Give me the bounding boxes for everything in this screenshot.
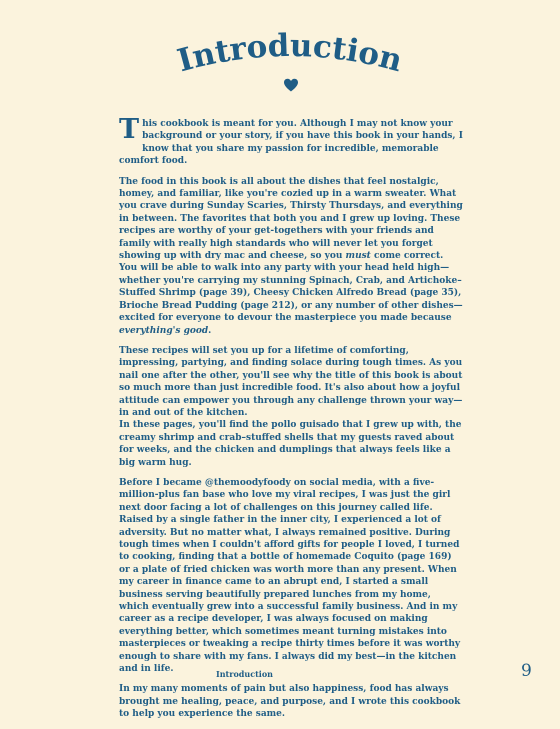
paragraph-1-text: his cookbook is meant for you. Although I may not know your background or your story, if you have this book in your hands, I know that you share my passion for incredible, memorable comfort food. [119, 119, 463, 167]
paragraph-2-emphasis-1: must [345, 251, 371, 262]
drop-cap: T [119, 114, 140, 145]
paragraph-2-part-a: The food in this book is all about the dishes that feel nostalgic, homey, and familiar, like you're cozied up in a warm sweater. What you crave during Sunday Scaries, Thirsty Thursdays, and everything in between. The favorites that both you and I grew up loving. These recipes are worthy of your get-togethers with your friends and family with really high standards who will never let you forget showing up with dry mac and cheese, so you [119, 176, 463, 262]
paragraph-3-part-b: In these pages, you'll find the pollo guisado that I grew up with, the creamy shrimp and crab–stuffed shells that my guests raved about for weeks, and the chicken and dumplings that always feels like a big warm hug. [119, 420, 462, 468]
paragraph-2-part-c: . [208, 325, 212, 336]
page-number: 9 [521, 661, 532, 681]
footer-section-label: Introduction [216, 669, 273, 679]
paragraph-2-part-b: come correct. You will be able to walk into any party with your head held high—whether you're carrying my stunning Spinach, Crab, and Artichoke–Stuffed Shrimp (page 39), Cheesy Chicken Alfredo Bread (page 35), Brioche Bread Pudding (page 212), or any number of other dishes—excited for everyone to devour the masterpiece you made because [119, 251, 463, 324]
heart-icon [283, 78, 299, 92]
paragraph-5: In my many moments of pain but also happiness, food has always brought me healing, peace, and purpose, and I wrote this cookbook to help you experience the same. [119, 684, 461, 720]
page-title-text: Introduction [173, 27, 406, 78]
paragraph-2 [119, 176, 463, 337]
paragraph-1 [119, 114, 463, 168]
paragraph-4: Before I became @themoodyfoody on social media, with a five-million-plus fan base who love my viral recipes, I was just the girl next door facing a lot of challenges on this journey called life. Raised by a single father in the inner city, I experienced a lot of adversity. But no matter what, I always remained positive. During tough times when I couldn't afford gifts for people I loved, I turned to cooking, finding that a bottle of homemade Coquito (page 169) or a plate of fried chicken was worth more than any present. When my career in finance came to an abrupt end, I started a small business serving beautifully prepared lunches from my home, which eventually grew into a successful family business. And in my career as a recipe developer, I was always focused on making everything better, which sometimes meant turning mistakes into masterpieces or tweaking a recipe thirty times before it was worthy enough to share with my fans. I always did my best—in the kitchen and in life. [119, 477, 461, 675]
page-title [0, 22, 560, 78]
paragraph-3-part-a: These recipes will set you up for a lifetime of comforting, impressing, partying, and finding solace during tough times. As you nail one after the other, you'll see why the title of this book is about so much more than just incredible food. It's also about how a joyful attitude can empower you through any challenge thrown your way—in and out of the kitchen. [119, 345, 463, 418]
page-title-svg [0, 22, 560, 78]
paragraph-2-emphasis-2: everything's good [119, 325, 209, 336]
body-text [119, 114, 463, 729]
paragraph-3 [119, 345, 463, 469]
